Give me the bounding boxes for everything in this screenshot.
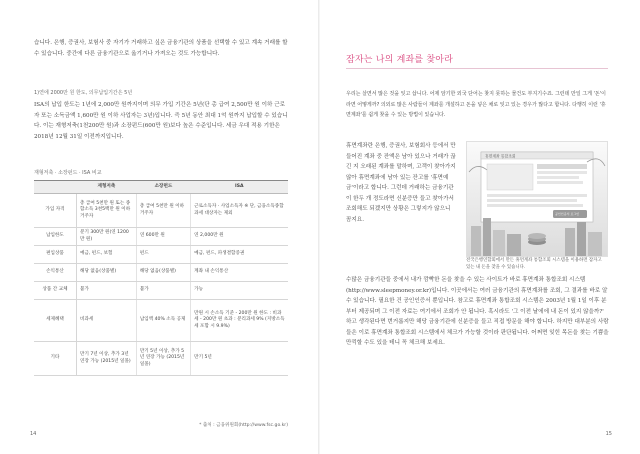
row-header: 가입 자격 xyxy=(34,194,77,228)
table-cell: 불가 xyxy=(77,282,137,300)
site-title: 휴면계좌 통합조회 xyxy=(485,153,516,159)
table-cell: 연 2,000만 원 xyxy=(191,228,288,246)
body-paragraph: ISA의 납입 한도는 1년에 2,000만 원까지이며 의무 가입 기간은 5년(단 총 급여 2,500만 원 이하 근로자 또는 소득금액 1,600만 원 이하 사업자는 3년)입니다. 즉 5년 동안 최대 1억 원까지 납입할 수 있습니다. 이는 재형저축(1천200만 원)과 소장펀드(600만 원)보다 높은 수준입니다. 세금 우대 적용 기한은 2018년 12월 31일 이전까지입니다. xyxy=(34,102,288,140)
table-row xyxy=(34,264,288,282)
page-number: 15 xyxy=(605,431,612,437)
body-paragraph: 습니다. 은행, 증권사, 보험사 중 자기가 거래하고 싶은 금융기관의 상품을 선택할 수 있고 계속 거래를 할 수 있습니다. 중간에 다른 금융기관으로 옮기거나 가져오는 것도 가능합니다. xyxy=(34,40,288,57)
table-cell: 가능 xyxy=(191,282,288,300)
table-caption: 재형저축 · 소장펀드 · ISA 비교 xyxy=(34,170,102,176)
row-header: 편입상품 xyxy=(34,246,77,264)
table-header-cell: 재형저축 xyxy=(77,181,137,194)
row-header: 손익통산 xyxy=(34,264,77,282)
table-cell: 펀드 xyxy=(136,246,190,264)
table-cell: 총 급여 5천만 원 이하 거주자 xyxy=(136,194,190,228)
row-header: 세제혜택 xyxy=(34,300,77,342)
table-row xyxy=(34,228,288,246)
table-cell: 해당 없음(상품별) xyxy=(136,264,190,282)
table-cell: 납입액 40% 소득 공제 xyxy=(136,300,190,342)
table-cell: 만기 5년 xyxy=(191,342,288,376)
page-number: 14 xyxy=(30,431,37,437)
table-row xyxy=(34,342,288,376)
row-header: 상품 간 교체 xyxy=(34,282,77,300)
website-screenshot-figure xyxy=(466,141,608,257)
table-cell: 비과세 xyxy=(77,300,137,342)
table-row xyxy=(34,300,288,342)
source-note: * 출처 : 금융위원회(http://www.fsc.go.kr) xyxy=(199,423,288,428)
table-cell: 예금, 펀드, 파생결합증권 xyxy=(191,246,288,264)
table-cell: 만기 7년 이상, 추가 3년 연장 가능 (2015년 일몰) xyxy=(77,342,137,376)
right-page xyxy=(320,0,640,454)
table-row xyxy=(34,246,288,264)
table-header-row xyxy=(34,181,288,194)
table-cell: 예금, 펀드, 보험 xyxy=(77,246,137,264)
table-cell: 분기 300만 원(연 1200만 원) xyxy=(77,228,137,246)
figure-caption: 전국은행연합회에서 만든 휴면계좌 통합조회 시스템을 이용하면 잠자고 있는 내 돈을 찾을 수 있습니다. xyxy=(466,258,602,270)
section-note: 1)연에 2000만 원 한도, 의무납입기간은 5년 xyxy=(34,90,133,96)
table-header-cell: ISA xyxy=(191,181,288,194)
table-header-cell: 소장펀드 xyxy=(136,181,190,194)
table-cell: 연 600만 원 xyxy=(136,228,190,246)
table-row xyxy=(34,282,288,300)
body-paragraph: 휴면계좌란 은행, 증권사, 보험회사 등에서 만들어진 계좌 중 잔액은 남아 있으나 거래가 끊긴 지 오래된 계좌를 말하며, 고객이 찾아가지 않아 휴면계좌에 남아 있는 잔고를 '휴면예금'이라고 합니다. 그런데 거래하는 금융기관이 한두 개 정도라면 신분증만 들고 찾아가서 조회해도 되겠지만 상황은 그렇지가 않으니 꼼지요. xyxy=(346,143,456,223)
login-label: 공인인증서 로그인 xyxy=(555,212,580,217)
row-header: 기타 xyxy=(34,342,77,376)
table-cell: 만기 5년 이상, 추가 5년 연장 가능 (2015년 일몰) xyxy=(136,342,190,376)
table-cell: 만원 시 손소득 기준 - 200만 원 한도 : 비과세 - 200만 원 초과 : 분리과세 9% (지방소득세 포함 시 9.9%) xyxy=(191,300,288,342)
website-illustration xyxy=(467,142,607,256)
comparison-table xyxy=(34,180,288,376)
heading-divider xyxy=(346,68,608,69)
table-cell: 총 급여 5천만 원 또는 종합소득 3천5백만 원 이하 거주자 xyxy=(77,194,137,228)
intro-paragraph: 우리는 살면서 많은 것을 잊고 삽니다. 어제 암기한 외국 단어는 찾지 못하는 물건도 부지기수죠. 그런데 만일 그게 '돈'이라면 어떻게까? 의외로 많은 사람들이 계좌를 개설하고 돈을 넣은 채로 잊고 있는 경우가 많다고 합니다. 다행히 이런 '휴면계좌'를 쉽게 찾을 수 있는 방법이 있습니다. xyxy=(346,91,606,118)
table-cell: 불가 xyxy=(136,282,190,300)
table-header-cell xyxy=(34,181,77,194)
table-cell: 근로소득자 · 사업소득자 ※ 단, 금융소득종합과세 대상자는 제외 xyxy=(191,194,288,228)
table-cell: 해당 없음(상품별) xyxy=(77,264,137,282)
section-heading: 잠자는 나의 계좌를 찾아라 xyxy=(346,55,454,65)
table-cell: 계좌 내 손익통산 xyxy=(191,264,288,282)
table-row xyxy=(34,194,288,228)
row-header: 납입한도 xyxy=(34,228,77,246)
body-paragraph: 수많은 금융기관들 중에서 내가 깜빡한 돈을 찾을 수 있는 사이트가 바로 휴면계좌 통합조회 시스템(http://www.sleepmoney.or.kr)입니다. 이곳에서는 여러 금융기관의 휴면계좌를 조회, 그 결과를 바로 알 수 있습니다. 필요한 건 공인인증서 뿐입니다. 참고로 휴면계좌 통합조회 시스템은 2003년 1월 1일 이후 분부터 제공되며 그 이전 자료는 여기에서 조회가 안 됩니다. 혹시라도 '그 이전 날에에 내 돈이 있지 않을까?' 하고 생각된다면 번거롭지만 해당 금융기관에 신분증을 들고 직접 방문을 해야 합니다. 하지만 대부분의 사람들은 이로 휴면계좌 통합조회 시스템에서 체크가 가능할 것이라 판단됩니다. 어쩌면 잊힌 목돈을 찾는 기쁨을 만끽할 수도 있을 테니 꼭 체크해 보세요. xyxy=(346,277,609,346)
